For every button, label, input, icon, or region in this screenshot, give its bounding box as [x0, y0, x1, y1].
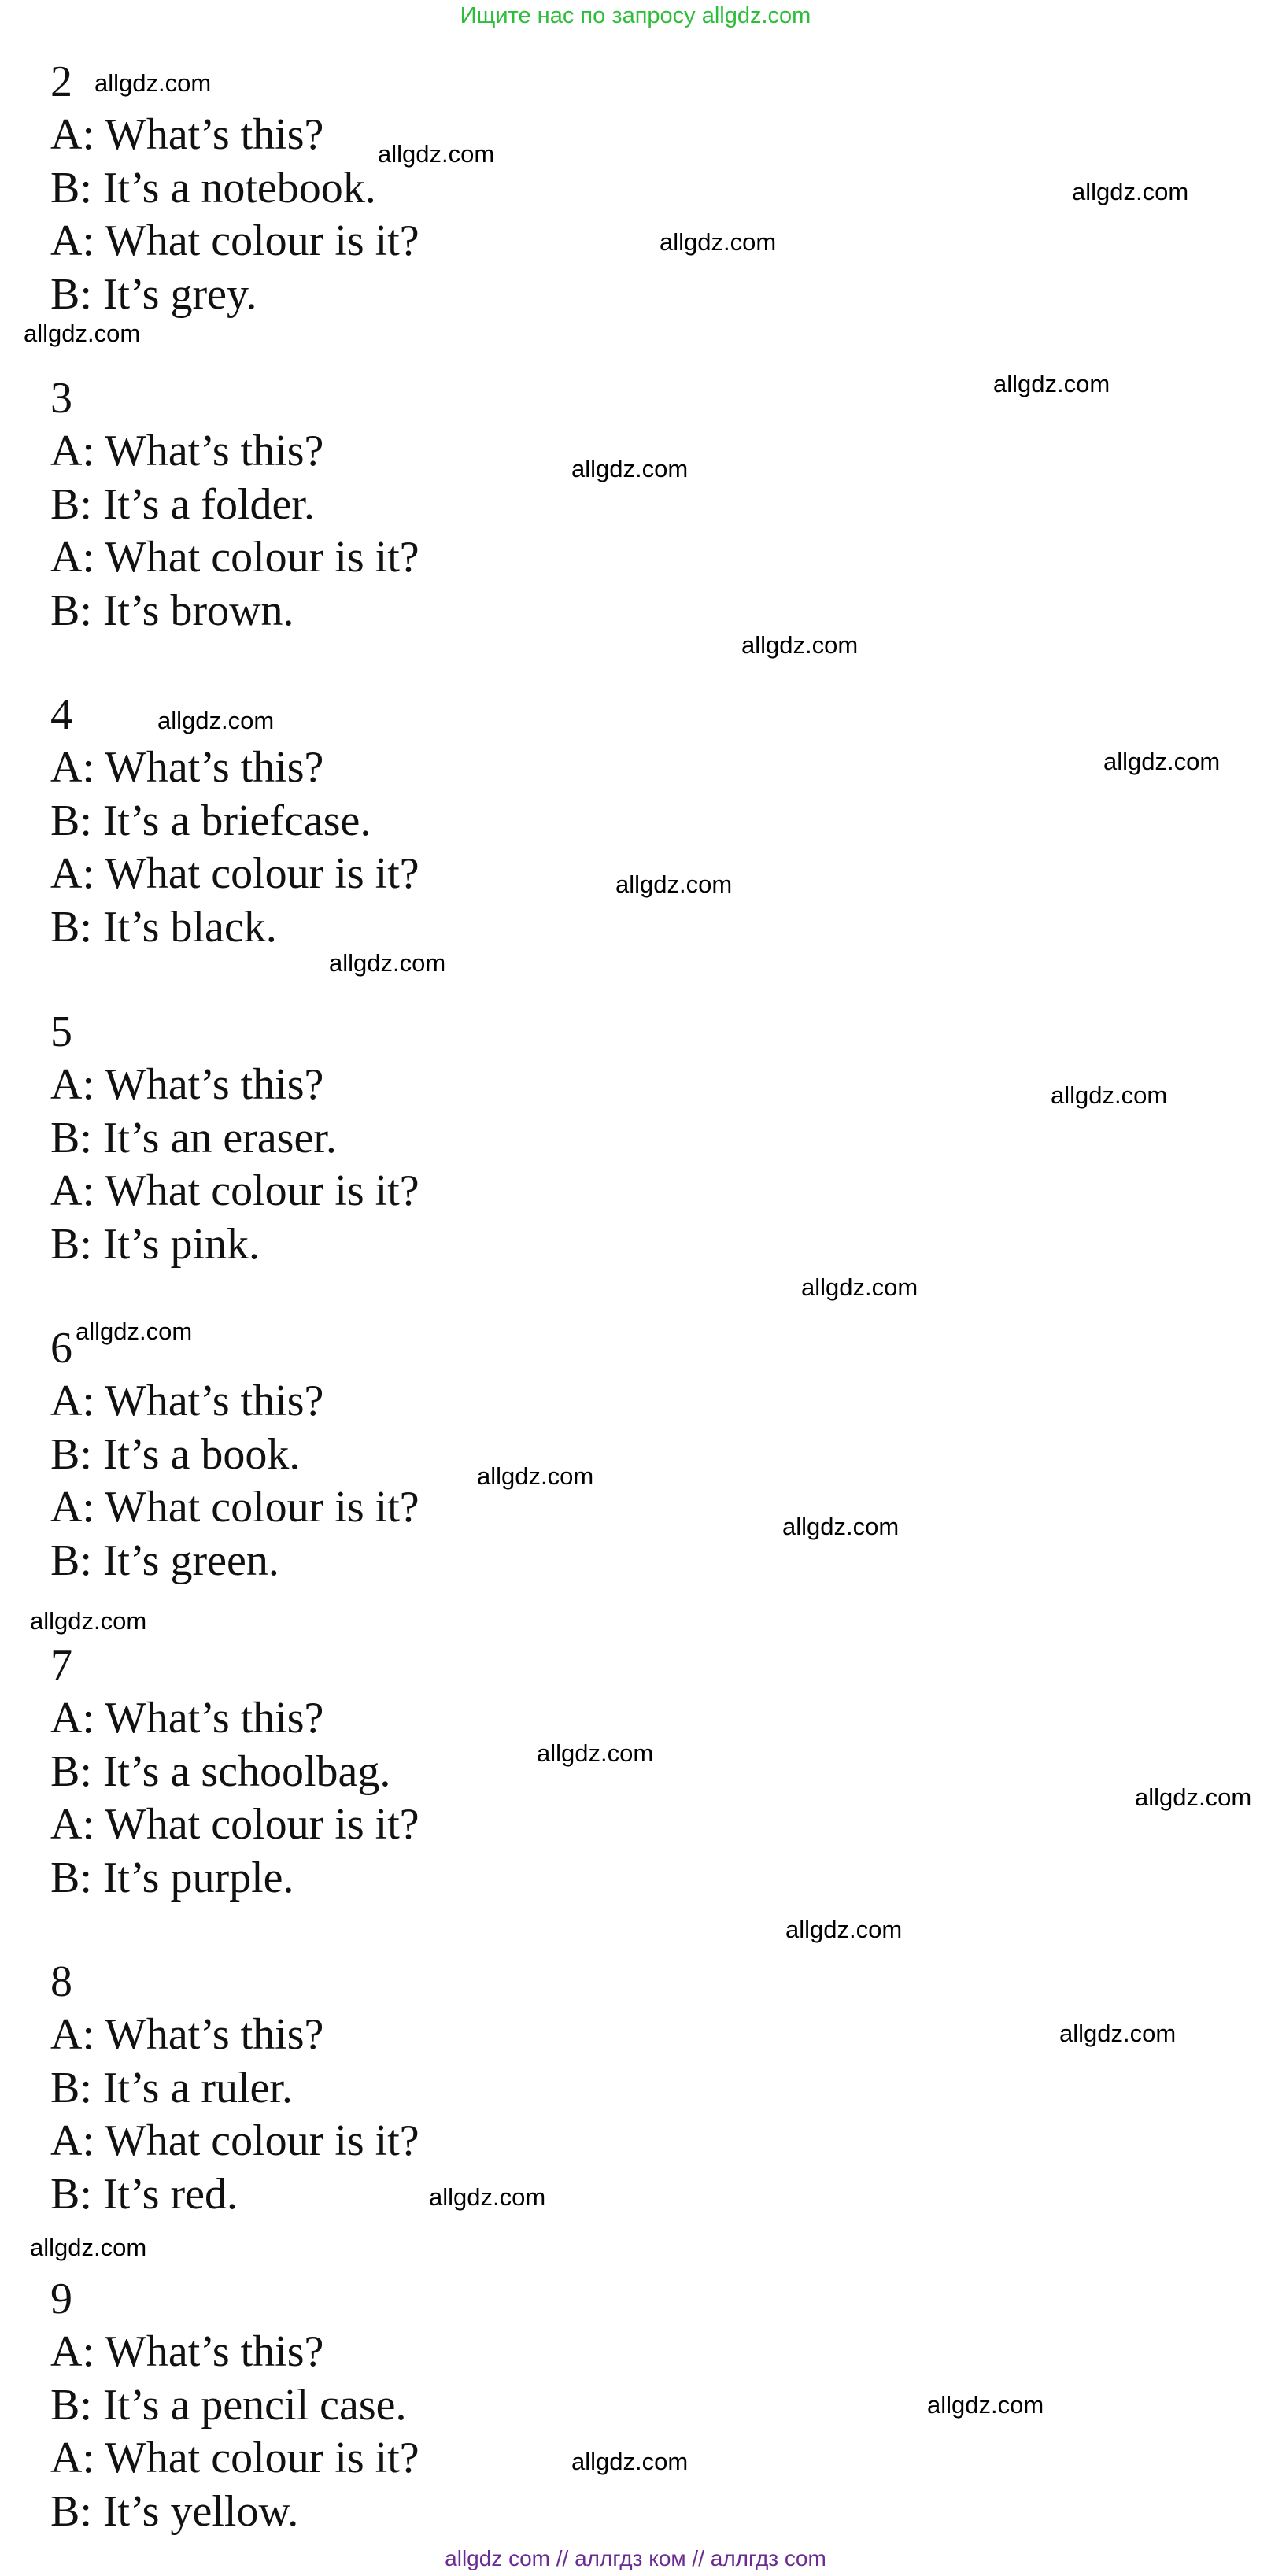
- dialog-number: 5: [50, 1007, 72, 1056]
- dialog-line: A: What’s this?: [50, 1694, 324, 1743]
- dialog-line: B: It’s green.: [50, 1536, 279, 1585]
- dialog-line: A: What’s this?: [50, 743, 324, 792]
- watermark: allgdz.com: [571, 2448, 689, 2475]
- watermark: allgdz.com: [785, 1916, 903, 1943]
- dialog-line: B: It’s a notebook.: [50, 163, 376, 213]
- watermark: allgdz.com: [378, 140, 495, 168]
- watermark: allgdz.com: [30, 2234, 147, 2261]
- watermark: allgdz.com: [571, 455, 689, 482]
- watermark: allgdz.com: [1051, 1081, 1168, 1109]
- watermark: allgdz.com: [615, 870, 733, 898]
- dialog-line: A: What’s this?: [50, 2327, 324, 2376]
- watermark: allgdz.com: [1103, 748, 1221, 775]
- dialog-3: [50, 371, 419, 638]
- dialog-number: 8: [50, 1957, 72, 2006]
- watermark: allgdz.com: [157, 707, 275, 734]
- watermark: allgdz.com: [76, 1318, 193, 1345]
- dialog-line: A: What’s this?: [50, 1060, 324, 1109]
- watermark: allgdz.com: [741, 631, 859, 659]
- dialog-5: [50, 1005, 419, 1271]
- watermark: allgdz.com: [30, 1607, 147, 1635]
- dialog-line: B: It’s a pencil case.: [50, 2380, 407, 2430]
- dialog-number: 3: [50, 374, 72, 423]
- dialog-line: B: It’s a schoolbag.: [50, 1746, 391, 1796]
- watermark: allgdz.com: [660, 228, 777, 256]
- watermark: allgdz.com: [24, 320, 141, 347]
- dialog-line: B: It’s an eraser.: [50, 1113, 337, 1162]
- dialog-number: 4: [50, 690, 72, 739]
- watermark: allgdz.com: [1059, 2020, 1177, 2047]
- dialog-line: A: What colour is it?: [50, 2434, 419, 2482]
- dialog-line: A: What colour is it?: [50, 1483, 419, 1532]
- watermark: allgdz.com: [801, 1273, 918, 1301]
- dialog-line: B: It’s yellow.: [50, 2486, 299, 2536]
- dialog-line: A: What colour is it?: [50, 2116, 419, 2165]
- watermark: allgdz.com: [927, 2391, 1044, 2419]
- dialog-7: [50, 1639, 419, 1905]
- dialog-line: B: It’s brown.: [50, 586, 294, 635]
- dialog-line: A: What colour is it?: [50, 533, 419, 582]
- dialog-number: 6: [50, 1324, 72, 1373]
- dialog-line: A: What’s this?: [50, 1377, 324, 1425]
- dialog-line: A: What colour is it?: [50, 1800, 419, 1849]
- watermark: allgdz.com: [993, 370, 1110, 397]
- watermark: allgdz.com: [94, 69, 212, 97]
- dialog-line: B: It’s grey.: [50, 269, 257, 319]
- dialog-6: [50, 1321, 419, 1587]
- dialog-9: [50, 2272, 419, 2538]
- dialog-line: A: What colour is it?: [50, 1166, 419, 1215]
- dialog-8: [50, 1955, 419, 2221]
- dialog-line: B: It’s purple.: [50, 1853, 294, 1902]
- dialog-line: B: It’s red.: [50, 2169, 238, 2219]
- dialog-line: B: It’s black.: [50, 902, 277, 952]
- dialog-line: B: It’s a ruler.: [50, 2063, 293, 2112]
- dialog-line: A: What’s this?: [50, 427, 324, 475]
- dialog-line: B: It’s a briefcase.: [50, 796, 371, 845]
- watermark: allgdz.com: [537, 1739, 654, 1767]
- dialog-line: A: What colour is it?: [50, 216, 419, 265]
- dialog-line: A: What’s this?: [50, 110, 324, 159]
- watermark: allgdz.com: [477, 1462, 594, 1490]
- watermark: allgdz.com: [782, 1513, 900, 1540]
- dialog-number: 7: [50, 1641, 72, 1690]
- dialog-number: 9: [50, 2275, 72, 2323]
- watermark: allgdz.com: [329, 949, 446, 977]
- watermark: allgdz.com: [429, 2183, 546, 2211]
- watermark: allgdz.com: [1072, 178, 1189, 205]
- bottom-banner: allgdz com // аллгдз ком // аллгдз com: [445, 2546, 826, 2570]
- dialog-line: A: What’s this?: [50, 2010, 324, 2059]
- top-banner: Ищите нас по запросу allgdz.com: [460, 3, 811, 28]
- dialog-line: B: It’s pink.: [50, 1219, 260, 1269]
- dialog-number: 2: [50, 57, 72, 106]
- dialog-line: B: It’s a folder.: [50, 479, 315, 529]
- watermark: allgdz.com: [1135, 1783, 1252, 1811]
- dialog-line: B: It’s a book.: [50, 1429, 301, 1479]
- dialog-line: A: What colour is it?: [50, 849, 419, 898]
